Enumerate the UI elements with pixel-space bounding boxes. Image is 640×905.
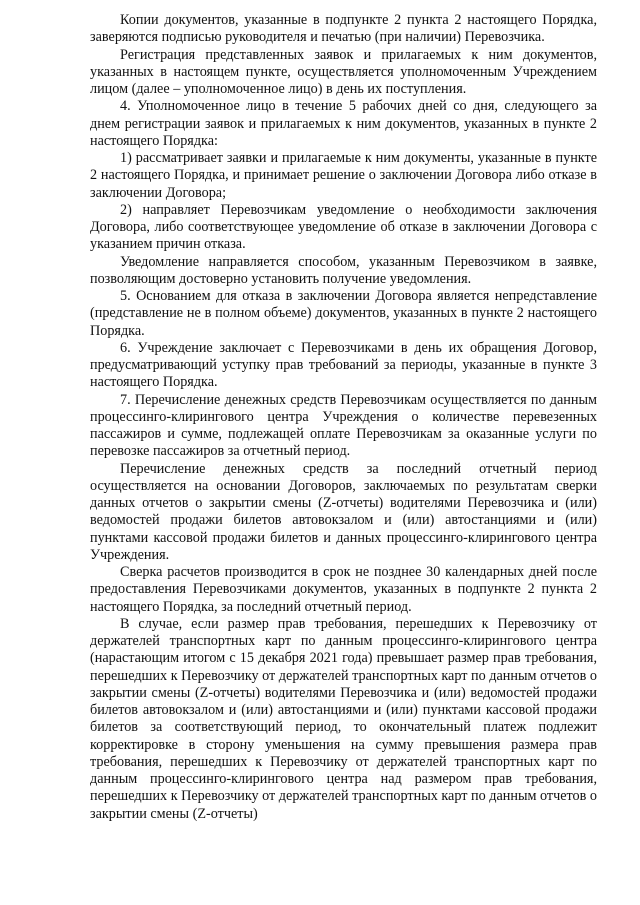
paragraph-subitem-2: 2) направляет Перевозчикам уведомление о необходимости заключения Договора, либо соответствующее уведомление об отказе в заключении Договора с указанием причин отказа.	[90, 201, 597, 253]
document-page	[90, 12, 597, 823]
paragraph-item-5: 5. Основанием для отказа в заключении Договора является непредставление (представление не в полном объеме) документов, указанных в пункте 2 настоящего Порядка.	[90, 288, 597, 339]
paragraph-notification-method: Уведомление направляется способом, указанным Перевозчиком в заявке, позволяющим достоверно установить получение уведомления.	[90, 253, 597, 287]
paragraph-adjustment: В случае, если размер прав требования, перешедших к Перевозчику от держателей транспортных карт по данным процессинго-клирингового центра (нарастающим итогом с 15 декабря 2021 года) превышает размер прав требования, перешедших к Перевозчику от держателей транспортных карт по данным отчетов о закрытии смены (Z-отчеты) водителями Перевозчика и (или) ведомостей продажи билетов автовокзалом и (или) автостанциями и (или) пунктами кассовой продажи билетов за соответствующий период, то окончательный платеж подлежит корректировке в сторону уменьшения на сумму превышения размера прав требования, перешедших к Перевозчику от держателей транспортных карт по данным процессинго-клирингового центра над размером прав требования, перешедших к Перевозчику от держателей транспортных карт по данным отчетов о закрытии смены (Z-отчеты)	[90, 615, 597, 822]
paragraph-copies-certification: Копии документов, указанные в подпункте 2 пункта 2 настоящего Порядка, заверяются подписью руководителя и печатью (при наличии) Перевозчика.	[90, 12, 597, 46]
paragraph-last-period-transfer: Перечисление денежных средств за последний отчетный период осуществляется на основании Договоров, заключаемых по результатам сверки данных отчетов о закрытии смены (Z-отчеты) водителями Перевозчика и (или) ведомостей продажи билетов автовокзалом и (или) автостанциями и (или) пунктами кассовой продажи билетов и данных процессинго-клирингового центра Учреждения.	[90, 460, 597, 563]
paragraph-registration: Регистрация представленных заявок и прилагаемых к ним документов, указанных в настоящем пункте, осуществляется уполномоченным Учреждением лицом (далее – уполномоченное лицо) в день их поступления.	[90, 46, 597, 97]
paragraph-item-7: 7. Перечисление денежных средств Перевозчикам осуществляется по данным процессинго-клирингового центра Учреждения о количестве перевезенных пассажиров и сумме, подлежащей оплате Перевозчикам за оказанные услуги по перевозке пассажиров за отчетный период.	[90, 391, 597, 460]
paragraph-item-6: 6. Учреждение заключает с Перевозчиками в день их обращения Договор, предусматривающий уступку прав требований за периоды, указанные в пункте 3 настоящего Порядка.	[90, 339, 597, 391]
paragraph-item-4: 4. Уполномоченное лицо в течение 5 рабочих дней со дня, следующего за днем регистрации заявок и прилагаемых к ним документов, указанных в пункте 2 настоящего Порядка:	[90, 98, 597, 149]
paragraph-reconciliation: Сверка расчетов производится в срок не позднее 30 календарных дней после предоставления Перевозчиками документов, указанных в подпункте 2 пункта 2 настоящего Порядка, за последний отчетный период.	[90, 564, 597, 615]
paragraph-subitem-1: 1) рассматривает заявки и прилагаемые к ним документы, указанные в пункте 2 настоящего Порядка, и принимает решение о заключении Договора либо отказе в заключении Договора;	[90, 150, 597, 201]
